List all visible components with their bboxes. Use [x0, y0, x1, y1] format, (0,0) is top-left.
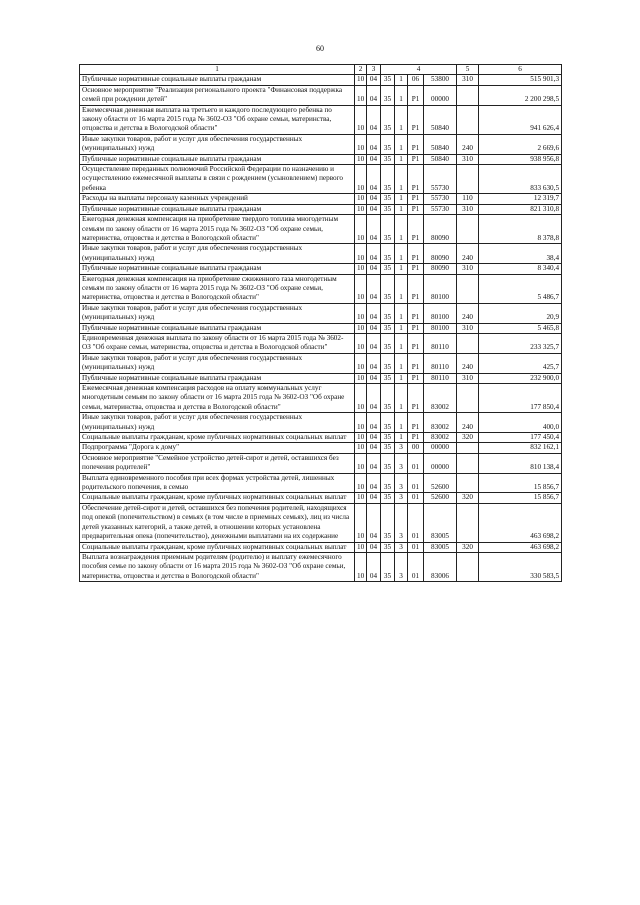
- cell-c2: 10: [355, 244, 367, 264]
- cell-d: 50840: [424, 134, 457, 154]
- table-row: [80, 373, 562, 383]
- table-row: [80, 323, 562, 333]
- cell-sum: 232 900,0: [479, 373, 562, 383]
- cell-b: 1: [395, 274, 408, 303]
- cell-c: 01: [408, 453, 424, 473]
- cell-sum: 810 138,4: [479, 453, 562, 473]
- cell-d: 55730: [424, 204, 457, 214]
- cell-c3: 04: [367, 154, 381, 164]
- cell-b: 3: [395, 503, 408, 542]
- cell-c3: 04: [367, 134, 381, 154]
- cell-c2: 10: [355, 413, 367, 433]
- cell-c: P1: [408, 373, 424, 383]
- cell-c2: 10: [355, 154, 367, 164]
- cell-d: 83002: [424, 433, 457, 443]
- cell-c: P1: [408, 194, 424, 204]
- cell-vr: 320: [457, 433, 479, 443]
- cell-d: 83006: [424, 552, 457, 581]
- cell-a: 35: [381, 264, 395, 274]
- cell-c3: 04: [367, 204, 381, 214]
- table-row: [80, 194, 562, 204]
- cell-vr: 310: [457, 204, 479, 214]
- cell-sum: 832 162,1: [479, 443, 562, 453]
- cell-c2: 10: [355, 373, 367, 383]
- cell-c: 01: [408, 542, 424, 552]
- cell-b: 1: [395, 244, 408, 264]
- cell-b: 1: [395, 105, 408, 134]
- table-row: [80, 453, 562, 473]
- header-col-5: 5: [457, 65, 479, 75]
- cell-c3: 04: [367, 85, 381, 105]
- cell-c3: 04: [367, 453, 381, 473]
- cell-a: 35: [381, 204, 395, 214]
- cell-vr: 110: [457, 194, 479, 204]
- cell-vr: 310: [457, 75, 479, 85]
- table-body: [80, 75, 562, 582]
- table-row: [80, 333, 562, 353]
- table-row: [80, 384, 562, 413]
- cell-c2: 10: [355, 493, 367, 503]
- table-row: [80, 303, 562, 323]
- cell-d: 80090: [424, 264, 457, 274]
- cell-d: 52600: [424, 493, 457, 503]
- cell-c: P1: [408, 244, 424, 264]
- cell-name: Публичные нормативные социальные выплаты гражданам: [80, 373, 355, 383]
- header-col-3: 3: [367, 65, 381, 75]
- cell-vr: [457, 215, 479, 244]
- cell-b: 1: [395, 384, 408, 413]
- cell-c: P1: [408, 303, 424, 323]
- cell-sum: 8 378,8: [479, 215, 562, 244]
- table-row: [80, 274, 562, 303]
- cell-name: Публичные нормативные социальные выплаты гражданам: [80, 264, 355, 274]
- cell-vr: 240: [457, 244, 479, 264]
- cell-c2: 10: [355, 194, 367, 204]
- cell-b: 1: [395, 154, 408, 164]
- cell-name: Публичные нормативные социальные выплаты гражданам: [80, 75, 355, 85]
- cell-c2: 10: [355, 204, 367, 214]
- cell-c: P1: [408, 264, 424, 274]
- header-col-6: 6: [479, 65, 562, 75]
- cell-d: 80110: [424, 333, 457, 353]
- cell-a: 35: [381, 552, 395, 581]
- table-row: [80, 215, 562, 244]
- cell-sum: 2 669,6: [479, 134, 562, 154]
- cell-c: P1: [408, 165, 424, 194]
- cell-c: P1: [408, 323, 424, 333]
- cell-c: P1: [408, 105, 424, 134]
- cell-b: 1: [395, 264, 408, 274]
- cell-a: 35: [381, 503, 395, 542]
- cell-c3: 04: [367, 244, 381, 264]
- cell-d: 83005: [424, 503, 457, 542]
- cell-vr: [457, 333, 479, 353]
- cell-c3: 04: [367, 353, 381, 373]
- table-row: [80, 264, 562, 274]
- cell-a: 35: [381, 473, 395, 493]
- cell-a: 35: [381, 333, 395, 353]
- cell-c2: 10: [355, 473, 367, 493]
- cell-vr: 240: [457, 413, 479, 433]
- cell-c: P1: [408, 154, 424, 164]
- cell-c2: 10: [355, 134, 367, 154]
- cell-name: Выплата единовременного пособия при всех формах устройства детей, лишенных родительского попечения, в семью: [80, 473, 355, 493]
- cell-name: Основное мероприятие "Семейное устройство детей-сирот и детей, оставшихся без попечения родителей": [80, 453, 355, 473]
- cell-d: 80100: [424, 274, 457, 303]
- cell-c: P1: [408, 433, 424, 443]
- cell-d: 80100: [424, 323, 457, 333]
- cell-c3: 04: [367, 373, 381, 383]
- cell-d: 80110: [424, 353, 457, 373]
- cell-sum: 833 630,5: [479, 165, 562, 194]
- cell-vr: [457, 503, 479, 542]
- cell-sum: 233 325,7: [479, 333, 562, 353]
- cell-c3: 04: [367, 493, 381, 503]
- cell-c: P1: [408, 274, 424, 303]
- cell-vr: 310: [457, 264, 479, 274]
- cell-name: Социальные выплаты гражданам, кроме публичных нормативных социальных выплат: [80, 542, 355, 552]
- cell-c: P1: [408, 85, 424, 105]
- cell-a: 35: [381, 373, 395, 383]
- cell-vr: 310: [457, 154, 479, 164]
- table-row: [80, 75, 562, 85]
- cell-name: Обеспечение детей-сирот и детей, оставшихся без попечения родителей, находящихся под опекой (попечительством) в семьях (в том числе в приемных семьях), лиц из числа детей указанных категорий, а также детей, в отношении которых установлена предварительная опека (попечительство), денежными выплатами на их содержание: [80, 503, 355, 542]
- cell-a: 35: [381, 413, 395, 433]
- cell-c3: 04: [367, 333, 381, 353]
- cell-sum: 330 583,5: [479, 552, 562, 581]
- table-row: [80, 165, 562, 194]
- table-row: [80, 552, 562, 581]
- cell-d: 00000: [424, 85, 457, 105]
- cell-d: 52600: [424, 473, 457, 493]
- cell-c2: 10: [355, 384, 367, 413]
- table-row: [80, 154, 562, 164]
- cell-d: 80090: [424, 215, 457, 244]
- budget-table: [79, 64, 562, 582]
- cell-name: Единовременная денежная выплата по закону области от 16 марта 2015 года № 3602-ОЗ "Об охране семьи, материнства, отцовства и детства в Вологодской области": [80, 333, 355, 353]
- cell-c2: 10: [355, 453, 367, 473]
- cell-b: 1: [395, 75, 408, 85]
- cell-sum: 177 450,4: [479, 433, 562, 443]
- cell-b: 1: [395, 194, 408, 204]
- cell-c: P1: [408, 384, 424, 413]
- cell-name: Иные закупки товаров, работ и услуг для обеспечения государственных (муниципальных) нужд: [80, 244, 355, 264]
- table-row: [80, 433, 562, 443]
- table-row: [80, 204, 562, 214]
- cell-d: 53800: [424, 75, 457, 85]
- cell-c3: 04: [367, 552, 381, 581]
- cell-c2: 10: [355, 264, 367, 274]
- cell-c2: 10: [355, 165, 367, 194]
- cell-c3: 04: [367, 323, 381, 333]
- cell-name: Публичные нормативные социальные выплаты гражданам: [80, 154, 355, 164]
- cell-a: 35: [381, 85, 395, 105]
- cell-name: Иные закупки товаров, работ и услуг для обеспечения государственных (муниципальных) нужд: [80, 413, 355, 433]
- cell-c: P1: [408, 353, 424, 373]
- cell-sum: 821 310,8: [479, 204, 562, 214]
- cell-c3: 04: [367, 303, 381, 323]
- cell-sum: 941 626,4: [479, 105, 562, 134]
- cell-sum: 8 340,4: [479, 264, 562, 274]
- cell-a: 35: [381, 165, 395, 194]
- cell-c2: 10: [355, 85, 367, 105]
- table-row: [80, 473, 562, 493]
- cell-c: P1: [408, 413, 424, 433]
- cell-c3: 04: [367, 274, 381, 303]
- cell-c: P1: [408, 134, 424, 154]
- cell-name: Ежемесячная денежная выплата на третьего и каждого последующего ребенка по закону области от 16 марта 2015 года № 3602-ОЗ "Об охране семьи, материнства, отцовства и детства в Вологодской области": [80, 105, 355, 134]
- cell-c2: 10: [355, 274, 367, 303]
- cell-name: Социальные выплаты гражданам, кроме публичных нормативных социальных выплат: [80, 493, 355, 503]
- table-row: [80, 353, 562, 373]
- cell-a: 35: [381, 215, 395, 244]
- cell-d: 00000: [424, 453, 457, 473]
- cell-name: Осуществление переданных полномочий Российской Федерации по назначению и осуществлению ежемесячной выплаты в связи с рождением (усыновлением) первого ребенка: [80, 165, 355, 194]
- header-col-1: 1: [80, 65, 355, 75]
- cell-c2: 10: [355, 542, 367, 552]
- cell-name: Социальные выплаты гражданам, кроме публичных нормативных социальных выплат: [80, 433, 355, 443]
- cell-a: 35: [381, 244, 395, 264]
- cell-name: Публичные нормативные социальные выплаты гражданам: [80, 323, 355, 333]
- cell-c: 01: [408, 493, 424, 503]
- cell-c3: 04: [367, 443, 381, 453]
- table-row: [80, 493, 562, 503]
- table-row: [80, 85, 562, 105]
- cell-vr: [457, 473, 479, 493]
- cell-c3: 04: [367, 264, 381, 274]
- cell-vr: 240: [457, 303, 479, 323]
- cell-c3: 04: [367, 413, 381, 433]
- cell-c3: 04: [367, 165, 381, 194]
- cell-sum: 20,9: [479, 303, 562, 323]
- cell-a: 35: [381, 453, 395, 473]
- table-row: [80, 105, 562, 134]
- cell-sum: 38,4: [479, 244, 562, 264]
- cell-name: Ежемесячная денежная компенсация расходов на оплату коммунальных услуг многодетным семьям по закону области от 16 марта 2015 года № 3602-ОЗ "Об охране семьи, материнства, отцовства и детства в Вологодской области": [80, 384, 355, 413]
- cell-b: 1: [395, 204, 408, 214]
- cell-d: 50840: [424, 105, 457, 134]
- cell-name: Ежегодная денежная компенсация на приобретение сжиженного газа многодетным семьям по закону области от 16 марта 2015 года № 3602-ОЗ "Об охране семьи, материнства, отцовства и детства в Вологодской области": [80, 274, 355, 303]
- cell-d: 80110: [424, 373, 457, 383]
- cell-b: 3: [395, 443, 408, 453]
- cell-c3: 04: [367, 105, 381, 134]
- cell-b: 1: [395, 353, 408, 373]
- cell-d: 55730: [424, 194, 457, 204]
- cell-a: 35: [381, 493, 395, 503]
- table-row: [80, 443, 562, 453]
- cell-b: 1: [395, 215, 408, 244]
- cell-vr: [457, 274, 479, 303]
- cell-vr: [457, 85, 479, 105]
- cell-c: 01: [408, 552, 424, 581]
- cell-c3: 04: [367, 503, 381, 542]
- cell-vr: [457, 443, 479, 453]
- cell-b: 3: [395, 473, 408, 493]
- cell-a: 35: [381, 105, 395, 134]
- cell-c2: 10: [355, 105, 367, 134]
- cell-name: Ежегодная денежная компенсация на приобретение твердого топлива многодетным семьям по закону области от 16 марта 2015 года № 3602-ОЗ "Об охране семьи, материнства, отцовства и детства в Вологодской области": [80, 215, 355, 244]
- cell-sum: 463 698,2: [479, 542, 562, 552]
- cell-c2: 10: [355, 552, 367, 581]
- cell-vr: 320: [457, 493, 479, 503]
- cell-c: 01: [408, 503, 424, 542]
- cell-vr: [457, 453, 479, 473]
- cell-vr: 310: [457, 373, 479, 383]
- cell-c3: 04: [367, 433, 381, 443]
- cell-d: 83005: [424, 542, 457, 552]
- cell-b: 1: [395, 373, 408, 383]
- cell-c: P1: [408, 333, 424, 353]
- cell-vr: [457, 105, 479, 134]
- cell-sum: 5 486,7: [479, 274, 562, 303]
- cell-a: 35: [381, 433, 395, 443]
- cell-c2: 10: [355, 323, 367, 333]
- cell-sum: 425,7: [479, 353, 562, 373]
- cell-vr: 320: [457, 542, 479, 552]
- cell-b: 3: [395, 542, 408, 552]
- cell-c: 00: [408, 443, 424, 453]
- cell-c: P1: [408, 204, 424, 214]
- cell-d: 55730: [424, 165, 457, 194]
- cell-name: Иные закупки товаров, работ и услуг для обеспечения государственных (муниципальных) нужд: [80, 353, 355, 373]
- cell-c: 01: [408, 473, 424, 493]
- header-row: [80, 65, 562, 75]
- cell-d: 83002: [424, 413, 457, 433]
- cell-c2: 10: [355, 433, 367, 443]
- cell-c2: 10: [355, 215, 367, 244]
- cell-a: 35: [381, 194, 395, 204]
- cell-d: 80090: [424, 244, 457, 264]
- cell-c: 06: [408, 75, 424, 85]
- cell-b: 1: [395, 165, 408, 194]
- cell-b: 3: [395, 453, 408, 473]
- cell-name: Основное мероприятие "Реализация регионального проекта "Финансовая поддержка семей при рождении детей": [80, 85, 355, 105]
- cell-b: 1: [395, 303, 408, 323]
- cell-sum: 463 698,2: [479, 503, 562, 542]
- cell-b: 3: [395, 552, 408, 581]
- cell-d: 83002: [424, 384, 457, 413]
- cell-c2: 10: [355, 303, 367, 323]
- cell-sum: 5 465,8: [479, 323, 562, 333]
- table-row: [80, 542, 562, 552]
- header-col-2: 2: [355, 65, 367, 75]
- cell-sum: 12 319,7: [479, 194, 562, 204]
- cell-d: 80100: [424, 303, 457, 323]
- cell-c3: 04: [367, 384, 381, 413]
- table-row: [80, 244, 562, 264]
- cell-vr: [457, 552, 479, 581]
- cell-c2: 10: [355, 75, 367, 85]
- cell-name: Подпрограмма "Дорога к дому": [80, 443, 355, 453]
- cell-c3: 04: [367, 75, 381, 85]
- cell-c2: 10: [355, 503, 367, 542]
- cell-a: 35: [381, 274, 395, 303]
- cell-sum: 515 901,3: [479, 75, 562, 85]
- cell-sum: 2 200 298,5: [479, 85, 562, 105]
- cell-vr: 240: [457, 134, 479, 154]
- cell-name: Выплата вознаграждения приемным родителям (родителю) и выплату ежемесячного пособия семье по закону области от 16 марта 2015 года № 3602-ОЗ "Об охране семьи, материнства, отцовства и детства в Вологодской области": [80, 552, 355, 581]
- cell-b: 3: [395, 493, 408, 503]
- cell-vr: 310: [457, 323, 479, 333]
- cell-sum: 15 856,7: [479, 493, 562, 503]
- cell-b: 1: [395, 333, 408, 353]
- cell-a: 35: [381, 154, 395, 164]
- cell-a: 35: [381, 384, 395, 413]
- cell-vr: [457, 165, 479, 194]
- cell-c3: 04: [367, 473, 381, 493]
- cell-d: 00000: [424, 443, 457, 453]
- cell-sum: 15 856,7: [479, 473, 562, 493]
- cell-b: 1: [395, 413, 408, 433]
- cell-c2: 10: [355, 443, 367, 453]
- cell-name: Публичные нормативные социальные выплаты гражданам: [80, 204, 355, 214]
- cell-name: Иные закупки товаров, работ и услуг для обеспечения государственных (муниципальных) нужд: [80, 303, 355, 323]
- cell-sum: 177 850,4: [479, 384, 562, 413]
- cell-b: 1: [395, 433, 408, 443]
- cell-a: 35: [381, 542, 395, 552]
- cell-c2: 10: [355, 353, 367, 373]
- cell-b: 1: [395, 85, 408, 105]
- cell-c3: 04: [367, 215, 381, 244]
- table-row: [80, 413, 562, 433]
- cell-c2: 10: [355, 333, 367, 353]
- cell-sum: 400,0: [479, 413, 562, 433]
- cell-a: 35: [381, 323, 395, 333]
- cell-a: 35: [381, 75, 395, 85]
- table-row: [80, 134, 562, 154]
- cell-a: 35: [381, 303, 395, 323]
- cell-c: P1: [408, 215, 424, 244]
- header-col-4: 4: [381, 65, 457, 75]
- cell-vr: [457, 384, 479, 413]
- cell-a: 35: [381, 134, 395, 154]
- cell-sum: 938 956,8: [479, 154, 562, 164]
- cell-name: Иные закупки товаров, работ и услуг для обеспечения государственных (муниципальных) нужд: [80, 134, 355, 154]
- cell-c3: 04: [367, 194, 381, 204]
- cell-d: 50840: [424, 154, 457, 164]
- table-row: [80, 503, 562, 542]
- cell-c3: 04: [367, 542, 381, 552]
- cell-name: Расходы на выплаты персоналу казенных учреждений: [80, 194, 355, 204]
- cell-b: 1: [395, 323, 408, 333]
- cell-b: 1: [395, 134, 408, 154]
- cell-a: 35: [381, 443, 395, 453]
- cell-a: 35: [381, 353, 395, 373]
- cell-vr: 240: [457, 353, 479, 373]
- page-number: 60: [316, 44, 324, 53]
